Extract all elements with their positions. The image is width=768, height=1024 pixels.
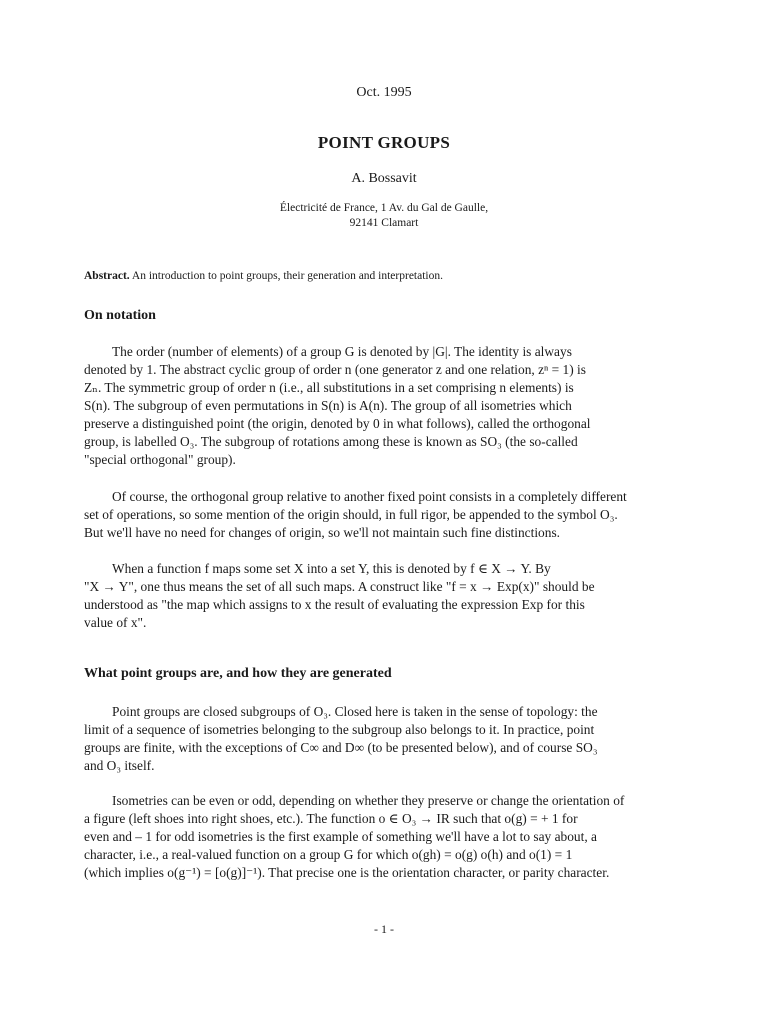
text-line: a figure (left shoes into right shoes, etc.). The function o ∈ O₃ → IR such that o(g) = + 1 for xyxy=(84,811,578,826)
abstract-text: An introduction to point groups, their generation and interpretation. xyxy=(131,270,443,282)
text-line: S(n). The subgroup of even permutations in S(n) is A(n). The group of all isometries which xyxy=(84,398,572,413)
text-line: groups are finite, with the exceptions of C∞ and D∞ (to be presented below), and of course SO₃ xyxy=(84,740,598,755)
document-title: POINT GROUPS xyxy=(317,133,451,152)
text-line: Zₙ. The symmetric group of order n (i.e., all substitutions in a set comprising n elements) is xyxy=(84,380,574,395)
affiliation-line-2: 92141 Clamart xyxy=(349,217,419,229)
text-line: Point groups are closed subgroups of O₃. Closed here is taken in the sense of topology: the xyxy=(112,704,598,719)
section-heading-point-groups: What point groups are, and how they are generated xyxy=(84,666,392,681)
text-line: But we'll have no need for changes of origin, so we'll not maintain such fine distinctions. xyxy=(84,525,561,540)
paragraph xyxy=(84,488,684,542)
text-line: Of course, the orthogonal group relative to another fixed point consists in a completely different xyxy=(112,489,627,504)
text-line: and O₃ itself. xyxy=(84,758,155,773)
affiliation-line-1: Électricité de France, 1 Av. du Gal de Gaulle, xyxy=(279,202,489,214)
text-line: denoted by 1. The abstract cyclic group of order n (one generator z and one relation, zⁿ = 1) is xyxy=(84,362,586,377)
paragraph xyxy=(84,703,684,775)
text-line: value of x". xyxy=(84,615,147,630)
text-line: even and – 1 for odd isometries is the first example of something we'll have a lot to say about, a xyxy=(84,829,597,844)
text-line: group, is labelled O₃. The subgroup of rotations among these is known as SO₃ (the so-called xyxy=(84,434,578,449)
section-heading-notation: On notation xyxy=(84,308,156,323)
text-line: preserve a distinguished point (the origin, denoted by 0 in what follows), called the orthogonal xyxy=(84,416,591,431)
page-number: - 1 - xyxy=(374,922,394,936)
text-line: character, i.e., a real-valued function on a group G for which o(gh) = o(g) o(h) and o(1) = 1 xyxy=(84,847,573,862)
paragraph xyxy=(84,560,684,632)
text-line: When a function f maps some set X into a set Y, this is denoted by f ∈ X → Y. By xyxy=(112,561,551,576)
paragraph xyxy=(84,792,684,882)
text-line: (which implies o(g⁻¹) = [o(g)]⁻¹). That precise one is the orientation character, or parity character. xyxy=(84,865,610,880)
text-line: "special orthogonal" group). xyxy=(84,452,236,467)
text-line: Isometries can be even or odd, depending on whether they preserve or change the orientation of xyxy=(112,793,625,808)
text-line: understood as "the map which assigns to x the result of evaluating the expression Exp for this xyxy=(84,597,585,612)
paragraph xyxy=(84,343,684,469)
text-line: limit of a sequence of isometries belonging to the subgroup also belongs to it. In practice, point xyxy=(84,722,595,737)
text-line: The order (number of elements) of a group G is denoted by |G|. The identity is always xyxy=(112,344,572,359)
text-line: "X → Y", one thus means the set of all such maps. A construct like "f = x → Exp(x)" should be xyxy=(84,579,595,594)
author-name: A. Bossavit xyxy=(351,171,417,186)
abstract-label: Abstract. xyxy=(84,270,130,282)
text-line: set of operations, so some mention of the origin should, in full rigor, be appended to the symbol O₃. xyxy=(84,507,618,522)
abstract xyxy=(84,270,694,282)
document-date: Oct. 1995 xyxy=(356,85,412,100)
